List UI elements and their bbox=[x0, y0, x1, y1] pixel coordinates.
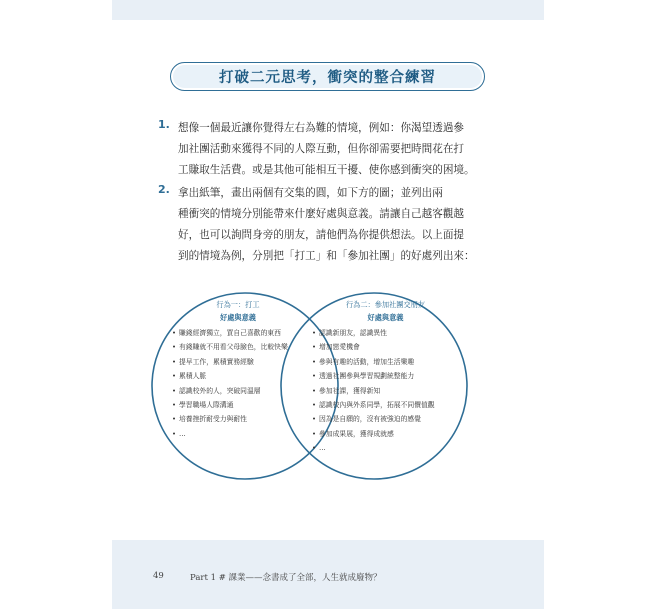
step-line: 加社團活動來獲得不同的人際互動，但你卻需要把時間花在打 bbox=[178, 143, 465, 155]
header-band bbox=[112, 0, 544, 20]
right-benefits-list bbox=[312, 326, 435, 456]
step-line: 拿出紙筆，畫出兩個有交集的圓，如下方的圖；並列出兩 bbox=[178, 187, 443, 199]
step-text bbox=[178, 118, 498, 181]
list-item: • 認識校內與外系同學，拓展不同價值觀 bbox=[312, 398, 435, 412]
step-line: 工賺取生活費。或是其他可能相互干擾、使你感到衝突的困境。 bbox=[178, 164, 475, 176]
list-item: • 賺錢經濟獨立，買自己喜歡的東西 bbox=[172, 326, 288, 340]
list-item: • 透過社團參與學習規劃統整能力 bbox=[312, 369, 435, 383]
exercise-step-1 bbox=[158, 118, 500, 184]
list-item: • 累積人脈 bbox=[172, 369, 288, 383]
list-item: • 參加成果展，獲得成就感 bbox=[312, 427, 435, 441]
list-item: • 參與有趣的活動，增加生活樂趣 bbox=[312, 355, 435, 369]
list-item: • 增加戀愛機會 bbox=[312, 340, 435, 354]
step-line: 到的情境為例，分別把「打工」和「參加社團」的好處列出來： bbox=[178, 250, 475, 262]
list-item: • 參加社課，獲得新知 bbox=[312, 384, 435, 398]
section-title: 打破二元思考，衝突的整合練習 bbox=[219, 70, 436, 86]
step-line: 種衝突的情境分別能帶來什麼好處與意義。請讓自己越客觀越 bbox=[178, 208, 465, 220]
step-text bbox=[178, 183, 498, 267]
running-footer: Part 1 # 課業——念書成了全部，人生就成廢物？ bbox=[190, 573, 382, 583]
list-item: • 學習職場人際溝通 bbox=[172, 398, 288, 412]
list-item: • 認識校外的人，突破同溫層 bbox=[172, 384, 288, 398]
right-circle-heading bbox=[323, 298, 448, 324]
step-number: 1. bbox=[158, 118, 170, 131]
list-item: • … bbox=[312, 441, 435, 455]
left-heading-subtitle: 好處與意義 bbox=[220, 313, 256, 322]
left-heading-title: 行為一：打工 bbox=[216, 300, 260, 309]
right-heading-subtitle: 好處與意義 bbox=[367, 313, 404, 322]
list-item: • 提早工作，累積實務經驗 bbox=[172, 355, 288, 369]
list-item: • 因為是自願的，沒有被強迫的感覺 bbox=[312, 412, 435, 426]
step-number: 2. bbox=[158, 183, 170, 196]
left-benefits-list bbox=[172, 326, 288, 441]
step-line: 想像一個最近讓你覺得左右為難的情境，例如：你渴望透過參 bbox=[178, 122, 465, 134]
list-item: • … bbox=[172, 427, 288, 441]
list-item: • 有錢賺就不用看父母臉色，比較快樂 bbox=[172, 340, 288, 354]
step-line: 好，也可以詢問身旁的朋友，請他們為你提供想法。以上面提 bbox=[178, 229, 465, 241]
page-number: 49 bbox=[153, 571, 164, 581]
section-title-banner bbox=[170, 62, 485, 91]
list-item: • 培養挫折耐受力與耐性 bbox=[172, 412, 288, 426]
exercise-step-2 bbox=[158, 183, 500, 271]
list-item: • 認識新朋友，認識異性 bbox=[312, 326, 435, 340]
right-heading-title: 行為二：參加社團交朋友 bbox=[345, 300, 426, 309]
left-circle-heading bbox=[188, 298, 288, 324]
